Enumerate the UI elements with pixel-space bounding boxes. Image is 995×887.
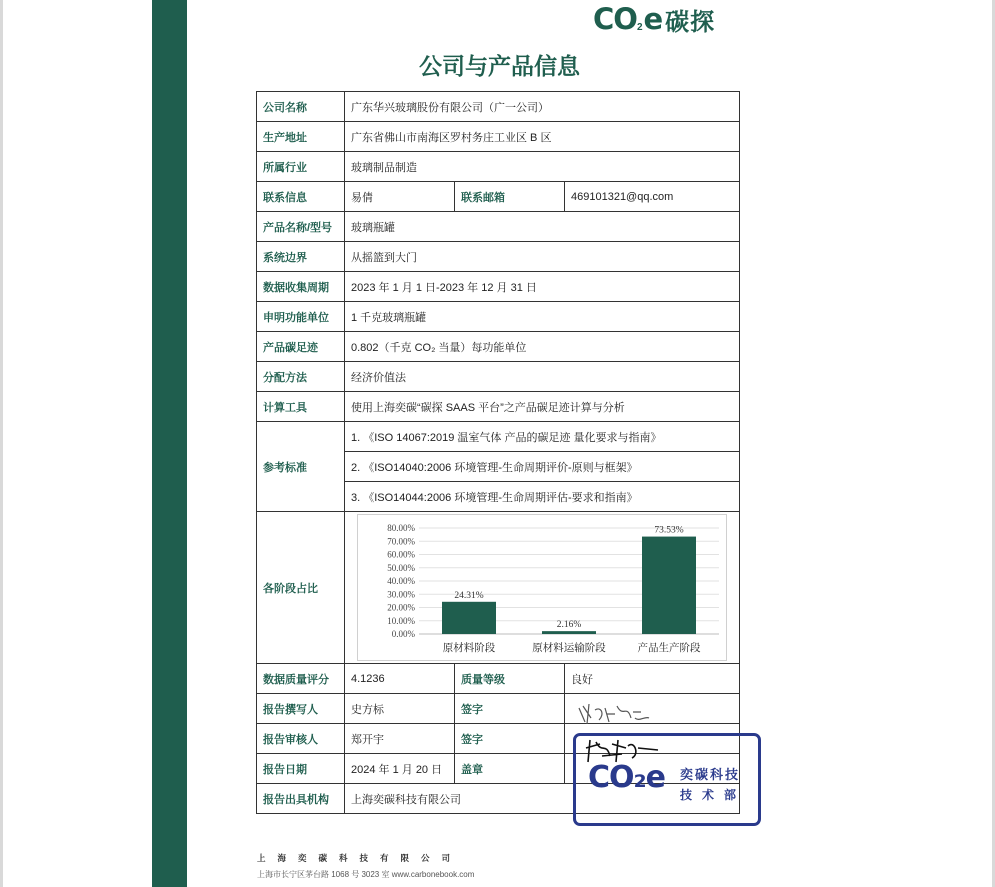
- seal-line1: 奕碳科技: [680, 767, 741, 782]
- x-category-label: 原材料运输阶段: [532, 642, 606, 654]
- bar: [442, 602, 496, 634]
- issuer-label: 报告出具机构: [257, 784, 345, 814]
- bar: [642, 537, 696, 634]
- issuer-value: 上海奕碳科技有限公司: [345, 784, 740, 814]
- data-label: 24.31%: [454, 590, 484, 601]
- company-seal: [573, 733, 761, 826]
- logo-sub: 2: [636, 21, 643, 33]
- standard-item-1: 1. 《ISO 14067:2019 温室气体 产品的碳足迹 量化要求与指南》: [345, 422, 740, 452]
- table-row: [257, 332, 740, 362]
- period-label: 数据收集周期: [257, 272, 345, 302]
- standards-label: 参考标准: [257, 422, 345, 512]
- seal-logo: CO₂e: [588, 760, 666, 795]
- y-tick-label: 30.00%: [387, 589, 415, 600]
- allocation-value: 经济价值法: [345, 362, 740, 392]
- industry-label: 所属行业: [257, 152, 345, 182]
- green-side-band: [152, 0, 187, 887]
- author-signature-cell: [565, 694, 740, 724]
- data-label: 73.53%: [654, 525, 684, 536]
- page-left-edge: [0, 0, 3, 887]
- author-value: 史方标: [345, 694, 455, 724]
- table-row: [257, 694, 740, 724]
- table-row: [257, 92, 740, 122]
- company-name-label: 公司名称: [257, 92, 345, 122]
- grade-value: 良好: [565, 664, 740, 694]
- table-row: [257, 182, 740, 212]
- brand-logo: [593, 2, 715, 36]
- table-row: [257, 664, 740, 694]
- y-tick-label: 80.00%: [387, 523, 415, 533]
- tool-label: 计算工具: [257, 392, 345, 422]
- table-row: [257, 302, 740, 332]
- boundary-label: 系统边界: [257, 242, 345, 272]
- y-tick-label: 40.00%: [387, 576, 415, 586]
- stages-chart-svg: [357, 514, 727, 661]
- functional-unit-value: 1 千克玻璃瓶罐: [345, 302, 740, 332]
- author-sign-label: 签字: [455, 694, 565, 724]
- x-category-label: 产品生产阶段: [637, 642, 701, 654]
- date-value: 2024 年 1 月 20 日: [345, 754, 455, 784]
- y-tick-label: 70.00%: [387, 536, 415, 547]
- x-category-label: 原材料阶段: [442, 642, 496, 654]
- table-row: [257, 362, 740, 392]
- logo-e: e: [643, 2, 664, 36]
- footprint-value: 0.802（千克 CO₂ 当量）每功能单位: [345, 332, 740, 362]
- table-row: [257, 272, 740, 302]
- reviewer-label: 报告审核人: [257, 724, 345, 754]
- y-tick-label: 0.00%: [391, 629, 415, 639]
- table-row: [257, 392, 740, 422]
- table-row: [257, 122, 740, 152]
- y-tick-label: 60.00%: [387, 549, 415, 560]
- allocation-label: 分配方法: [257, 362, 345, 392]
- footer-company: 上海奕碳科技有限公司: [257, 853, 463, 863]
- info-table: [256, 91, 740, 814]
- address-label: 生产地址: [257, 122, 345, 152]
- quality-value: 4.1236: [345, 664, 455, 694]
- grade-label: 质量等级: [455, 664, 565, 694]
- boundary-value: 从摇篮到大门: [345, 242, 740, 272]
- page-title: 公司与产品信息: [419, 53, 580, 79]
- contact-label: 联系信息: [257, 182, 345, 212]
- standard-item-3: 3. 《ISO14044:2006 环境管理-生命周期评估-要求和指南》: [345, 482, 740, 512]
- stages-label: 各阶段占比: [257, 512, 345, 664]
- quality-label: 数据质量评分: [257, 664, 345, 694]
- seal-line2: 技术部: [680, 788, 747, 802]
- reviewer-value: 郑开宇: [345, 724, 455, 754]
- logo-cn: 碳探: [665, 8, 716, 36]
- reviewer-sign-label: 签字: [455, 724, 565, 754]
- table-row: [257, 512, 740, 664]
- y-tick-label: 20.00%: [387, 602, 415, 613]
- stages-chart: [357, 514, 727, 661]
- bar: [542, 631, 596, 634]
- address-value: 广东省佛山市南海区罗村务庄工业区 B 区: [345, 122, 740, 152]
- email-value: 469101321@qq.com: [565, 182, 740, 212]
- y-tick-label: 50.00%: [387, 562, 415, 573]
- stages-chart-cell: [345, 512, 740, 664]
- period-value: 2023 年 1 月 1 日-2023 年 12 月 31 日: [345, 272, 740, 302]
- footer-address: 上海市长宁区茅台路 1068 号 3023 室 www.carbonebook.com: [257, 870, 475, 879]
- logo-co: CO: [593, 2, 637, 36]
- author-label: 报告撰写人: [257, 694, 345, 724]
- footprint-label: 产品碳足迹: [257, 332, 345, 362]
- email-label: 联系邮箱: [455, 182, 565, 212]
- seal-label: 盖章: [455, 754, 565, 784]
- data-label: 2.16%: [556, 620, 582, 631]
- y-tick-label: 10.00%: [387, 615, 415, 626]
- table-row: [257, 212, 740, 242]
- standard-item-2: 2. 《ISO14040:2006 环境管理-生命周期评价-原则与框架》: [345, 452, 740, 482]
- table-row: [257, 152, 740, 182]
- company-name-value: 广东华兴玻璃股份有限公司（广一公司）: [345, 92, 740, 122]
- table-row: [257, 242, 740, 272]
- product-label: 产品名称/型号: [257, 212, 345, 242]
- date-label: 报告日期: [257, 754, 345, 784]
- functional-unit-label: 申明功能单位: [257, 302, 345, 332]
- table-row: [257, 422, 740, 452]
- tool-value: 使用上海奕碳“碳探 SAAS 平台”之产品碳足迹计算与分析: [345, 392, 740, 422]
- contact-value: 易倩: [345, 182, 455, 212]
- product-value: 玻璃瓶罐: [345, 212, 740, 242]
- industry-value: 玻璃制品制造: [345, 152, 740, 182]
- page-footer: [257, 852, 474, 880]
